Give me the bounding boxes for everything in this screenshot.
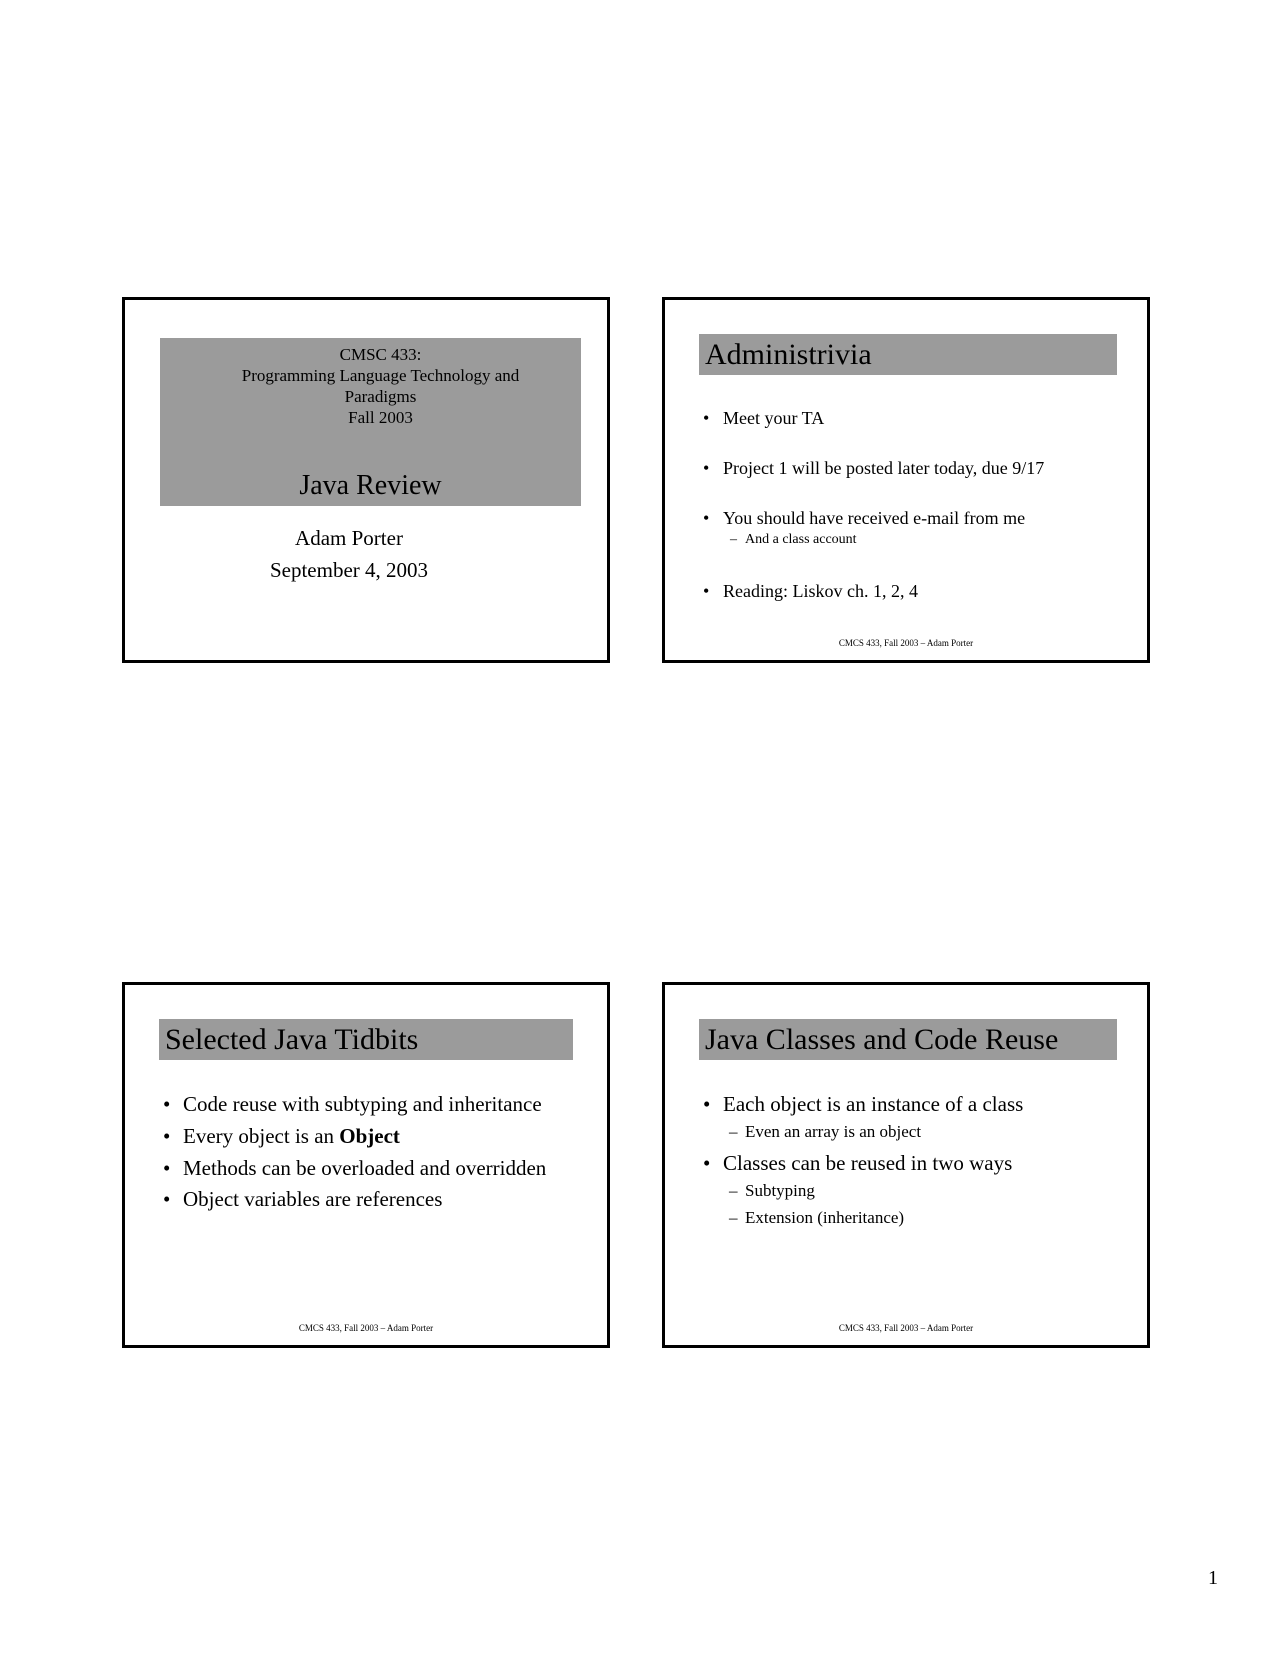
slide-footer: CMCS 433, Fall 2003 – Adam Porter [838,638,974,648]
bullet-glyph: • [703,1151,711,1175]
course-info [160,344,581,428]
bullet-glyph: • [163,1187,171,1211]
slide-footer: CMCS 433, Fall 2003 – Adam Porter [838,1323,974,1333]
bullet-glyph: • [163,1092,171,1116]
slide-title-bar: Java Classes and Code Reuse [699,1019,1117,1060]
slide-title [122,297,610,663]
bullet-glyph: • [703,458,710,478]
slide-administrivia: Administrivia • Meet your TA • Project 1 will be posted later today, due 9/17 • You should have received e-mail from me – And a class account • Reading: Liskov ch. 1, 2, 4 CMCS 433, Fall 2003 – Adam Porter [662,297,1150,663]
title-box [160,338,581,506]
bullet-glyph: • [703,1092,711,1116]
course-line: CMSC 433: [339,345,422,364]
bullet-glyph: • [163,1124,171,1148]
author: Adam Porter [295,526,403,550]
bold-word: Object [339,1124,400,1148]
slide-footer: CMCS 433, Fall 2003 – Adam Porter [298,1323,434,1333]
date: September 4, 2003 [269,558,429,582]
dash-glyph: – [729,1181,738,1200]
bullet-glyph: • [163,1156,171,1180]
course-line: Programming Language Technology and [241,366,520,385]
dash-glyph: – [729,1208,738,1227]
bullet-glyph: • [703,581,710,601]
slide-java-classes: Java Classes and Code Reuse • Each object is an instance of a class – Even an array is an object • Classes can be reused in two ways – Subtyping – Extension (inheritance) CMCS 433, Fall 2003 – Adam Porter [662,982,1150,1348]
slide-title-bar: Selected Java Tidbits [159,1019,573,1060]
page-number: 1 [1208,1567,1218,1589]
slide-java-tidbits: Selected Java Tidbits • Code reuse with subtyping and inheritance • Every object is an Object • Methods can be overloaded and overridden • Object variables are references CMCS 433, Fall 2003 – Adam Porter [122,982,610,1348]
bullet-glyph: • [703,408,710,428]
course-line: Paradigms [344,387,417,406]
dash-glyph: – [730,532,737,547]
bullet-glyph: • [703,508,710,528]
slide-main-title: Java Review [299,470,442,501]
slide-title-bar: Administrivia [699,334,1117,375]
dash-glyph: – [729,1122,738,1141]
bullet-text: Every object is an [183,1124,340,1148]
course-line: Fall 2003 [348,408,413,427]
